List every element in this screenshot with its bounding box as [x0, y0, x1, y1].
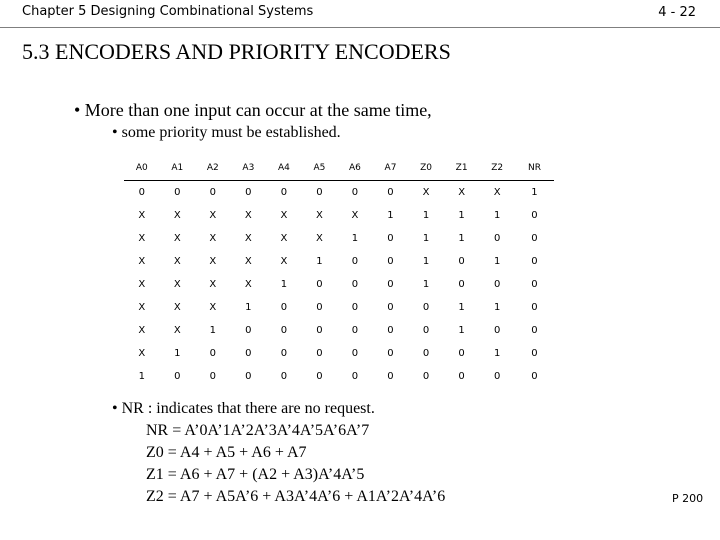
table-cell: X	[458, 187, 466, 198]
table-row	[124, 181, 554, 205]
table-cell: 1	[458, 302, 465, 313]
table-cell: 1	[245, 302, 252, 313]
equation-z2: Z2 = A7 + A5A’6 + A3A’4A’6 + A1A’2A’4A’6	[146, 488, 446, 505]
table-cell: 0	[351, 371, 359, 382]
table-cell: 0	[458, 348, 465, 359]
table-cell: 0	[351, 348, 359, 359]
table-cell: 0	[422, 348, 430, 359]
table-cell: 0	[531, 233, 538, 244]
table-cell: 0	[422, 371, 430, 382]
table-cell: 0	[351, 187, 359, 198]
table-cell: X	[138, 302, 146, 313]
table-cell: X	[209, 302, 217, 313]
table-cell: 0	[138, 187, 145, 198]
table-cell: X	[138, 233, 146, 244]
truth-table-header-row	[124, 156, 554, 181]
table-cell: 0	[174, 371, 181, 382]
table-cell: 0	[387, 302, 394, 313]
table-cell: 1	[458, 325, 465, 336]
table-cell: X	[209, 279, 217, 290]
slide-title: 5.3 ENCODERS AND PRIORITY ENCODERS	[22, 39, 451, 64]
table-cell: 0	[531, 325, 538, 336]
table-cell: 0	[245, 371, 252, 382]
table-cell: 0	[280, 325, 288, 336]
header-cell: A0	[124, 156, 160, 181]
table-cell: X	[138, 279, 146, 290]
table-cell: 1	[494, 302, 501, 313]
table-cell: 1	[458, 210, 465, 221]
table-cell: 0	[209, 348, 217, 359]
table-cell: 0	[531, 210, 538, 221]
table-cell: X	[209, 233, 217, 244]
header-cell: A6	[337, 156, 373, 181]
table-cell: 0	[422, 325, 430, 336]
table-cell: X	[138, 325, 146, 336]
table-cell: 0	[494, 233, 501, 244]
table-cell: 0	[351, 279, 359, 290]
table-cell: 0	[316, 348, 323, 359]
table-cell: 1	[422, 233, 430, 244]
table-cell: 0	[387, 325, 394, 336]
table-cell: 1	[280, 279, 288, 290]
table-row	[124, 296, 554, 319]
page-label: P 200	[672, 492, 704, 505]
table-cell: X	[244, 210, 252, 221]
header-divider	[0, 27, 720, 28]
table-cell: 0	[351, 302, 359, 313]
table-cell: X	[493, 187, 501, 198]
table-cell: X	[315, 233, 323, 244]
equation-nr: NR = A’0A’1A’2A’3A’4A’5A’6A’7	[146, 422, 370, 439]
table-cell: 0	[316, 187, 323, 198]
table-cell: 1	[387, 210, 394, 221]
table-cell: X	[173, 256, 181, 267]
table-cell: 1	[458, 233, 465, 244]
table-row	[124, 227, 554, 250]
table-cell: 0	[422, 302, 430, 313]
table-cell: X	[173, 233, 181, 244]
table-cell: 0	[280, 302, 288, 313]
table-cell: 1	[316, 256, 323, 267]
table-cell: 0	[387, 256, 394, 267]
table-cell: 0	[316, 279, 323, 290]
header-cell: A3	[231, 156, 267, 181]
table-cell: 0	[280, 371, 288, 382]
header-cell: A4	[266, 156, 302, 181]
table-cell: X	[280, 256, 288, 267]
truth-table-body	[124, 181, 554, 389]
header-cell: Z2	[479, 156, 515, 181]
truth-table	[124, 156, 554, 388]
table-cell: 0	[494, 279, 501, 290]
table-cell: 0	[458, 371, 465, 382]
table-cell: 0	[387, 233, 394, 244]
bullet-main: • More than one input can occur at the same time,	[74, 100, 432, 120]
table-row	[124, 250, 554, 273]
table-cell: 1	[174, 348, 181, 359]
bullet-sub: • some priority must be established.	[112, 124, 341, 141]
table-cell: X	[138, 348, 146, 359]
table-cell: 0	[531, 302, 538, 313]
table-cell: X	[173, 302, 181, 313]
table-cell: X	[244, 233, 252, 244]
header-cell: A2	[195, 156, 231, 181]
table-cell: X	[280, 210, 288, 221]
table-cell: 0	[494, 325, 501, 336]
nr-note: • NR : indicates that there are no request.	[112, 400, 375, 417]
table-cell: X	[209, 256, 217, 267]
table-cell: 0	[174, 187, 181, 198]
header-cell: A5	[302, 156, 338, 181]
table-cell: 1	[351, 233, 359, 244]
table-cell: X	[173, 279, 181, 290]
table-cell: 1	[494, 256, 501, 267]
table-cell: 0	[316, 302, 323, 313]
table-cell: 0	[351, 256, 359, 267]
table-cell: X	[173, 325, 181, 336]
table-cell: 0	[351, 325, 359, 336]
table-cell: 1	[531, 187, 538, 198]
table-cell: 0	[531, 371, 538, 382]
table-row	[124, 204, 554, 227]
table-cell: 1	[209, 325, 217, 336]
table-cell: 0	[245, 348, 252, 359]
table-cell: 0	[387, 371, 394, 382]
table-cell: 0	[280, 187, 288, 198]
header-cell: A1	[160, 156, 196, 181]
equation-z1: Z1 = A6 + A7 + (A2 + A3)A’4A’5	[146, 466, 365, 483]
table-cell: 0	[245, 187, 252, 198]
table-cell: 0	[209, 187, 217, 198]
equation-z0: Z0 = A4 + A5 + A6 + A7	[146, 444, 307, 461]
table-cell: 0	[280, 348, 288, 359]
table-cell: 0	[245, 325, 252, 336]
table-cell: X	[351, 210, 359, 221]
table-cell: 0	[531, 279, 538, 290]
table-cell: 0	[387, 348, 394, 359]
table-cell: 1	[422, 279, 430, 290]
table-cell: 0	[387, 279, 394, 290]
table-cell: X	[280, 233, 288, 244]
table-cell: X	[315, 210, 323, 221]
table-cell: 0	[316, 371, 323, 382]
table-cell: 0	[494, 371, 501, 382]
table-cell: X	[173, 210, 181, 221]
header-cell: Z1	[444, 156, 480, 181]
table-cell: 0	[458, 279, 465, 290]
table-cell: X	[209, 210, 217, 221]
table-cell: 0	[387, 187, 394, 198]
table-cell: X	[422, 187, 430, 198]
page-reference: 4 - 22	[658, 5, 696, 20]
chapter-header: Chapter 5 Designing Combinational Systems	[22, 4, 314, 19]
table-cell: X	[244, 256, 252, 267]
table-cell: 1	[494, 348, 501, 359]
table-cell: X	[138, 256, 146, 267]
header-cell: A7	[373, 156, 409, 181]
table-row	[124, 273, 554, 296]
table-cell: X	[138, 210, 146, 221]
table-cell: X	[244, 279, 252, 290]
table-row	[124, 319, 554, 342]
table-cell: 0	[458, 256, 465, 267]
header-cell: Z0	[408, 156, 444, 181]
table-cell: 1	[422, 256, 430, 267]
table-cell: 0	[531, 348, 538, 359]
table-cell: 1	[422, 210, 430, 221]
table-cell: 1	[494, 210, 501, 221]
table-cell: 1	[138, 371, 145, 382]
table-cell: 0	[531, 256, 538, 267]
table-cell: 0	[209, 371, 217, 382]
table-cell: 0	[316, 325, 323, 336]
table-row	[124, 365, 554, 388]
table-row	[124, 342, 554, 365]
header-cell: NR	[515, 156, 554, 181]
